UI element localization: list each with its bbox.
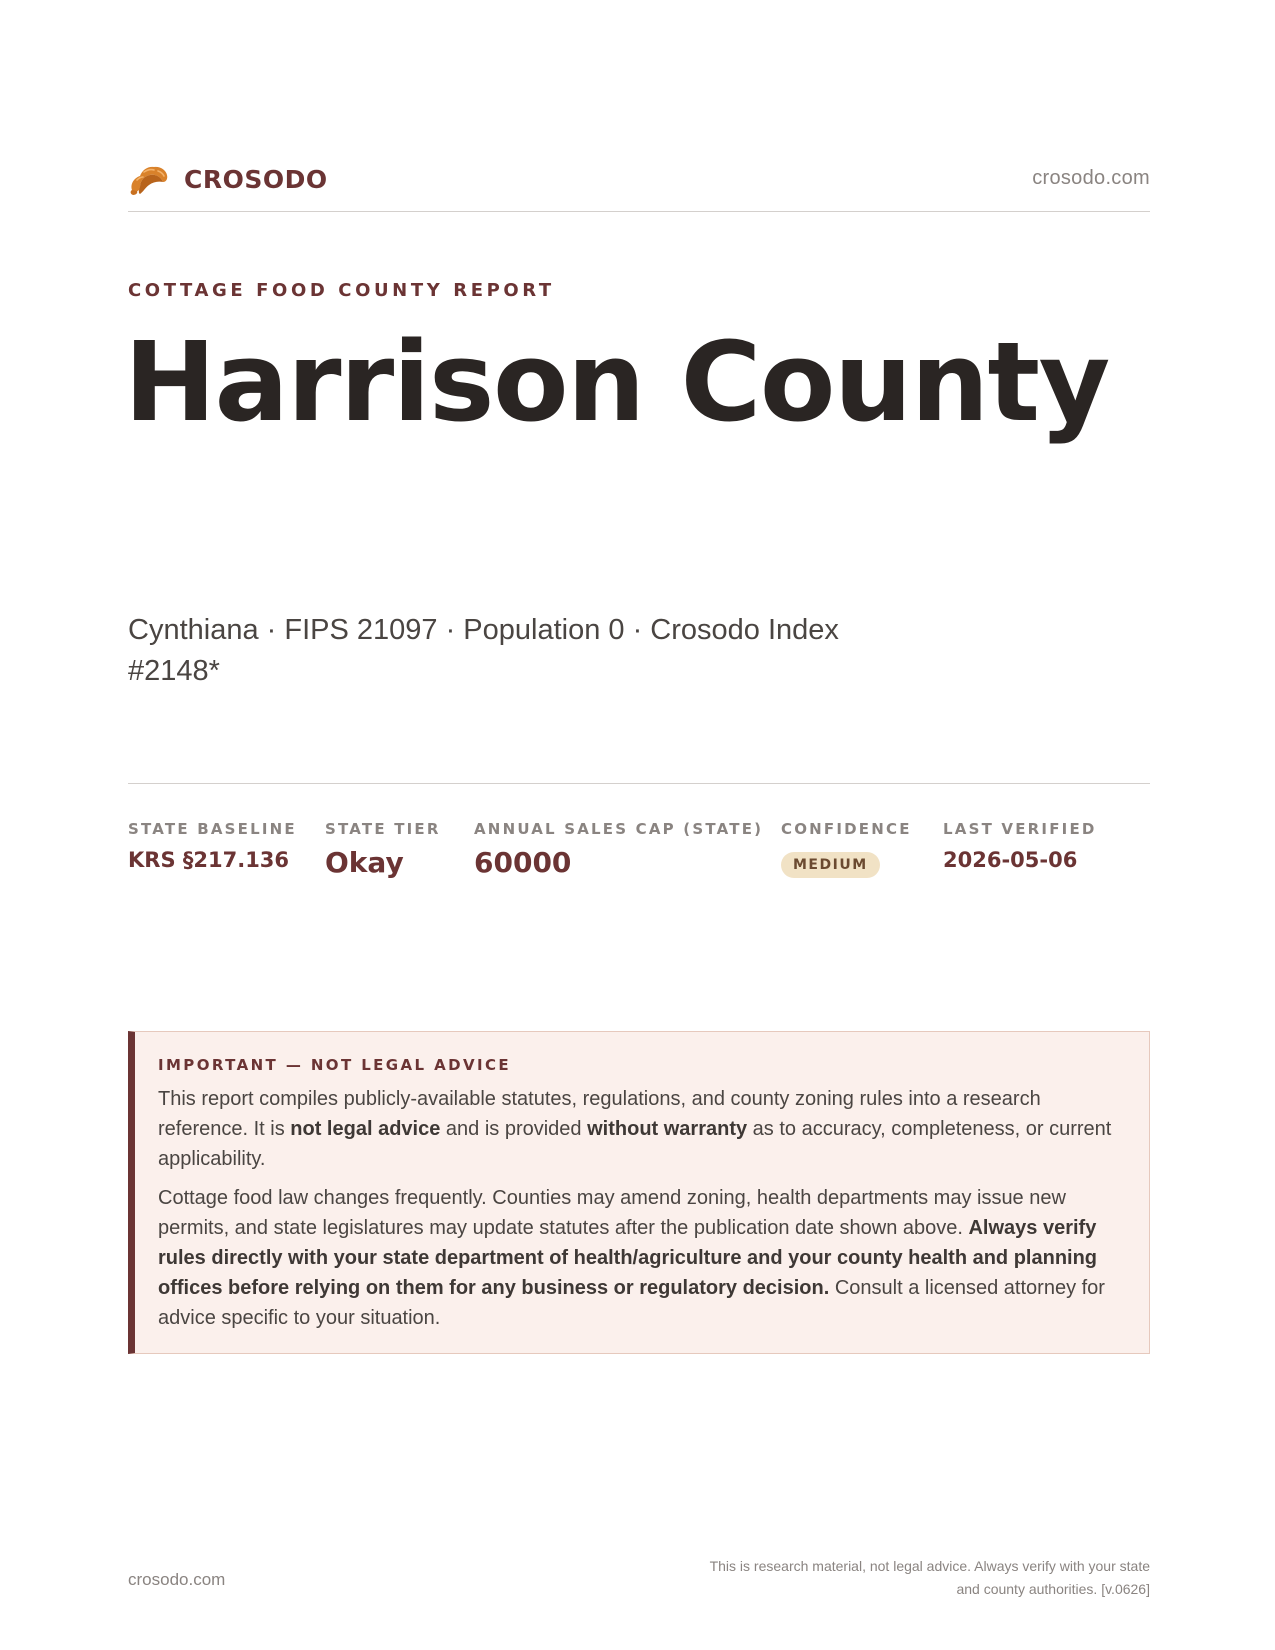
stat-value: 2026-05-06 (943, 848, 1078, 872)
header-site-url[interactable]: crosodo.com (1032, 167, 1150, 189)
report-page (124, 0, 1150, 1650)
notice-paragraph-1 (158, 1084, 1123, 1174)
stat-label: ANNUAL SALES CAP (STATE) (474, 820, 764, 838)
croissant-icon (128, 160, 170, 198)
notice-emphasis: not legal advice (290, 1118, 441, 1140)
notice-text: Cottage food law changes frequently. Counties may amend zoning, health departments may issue new permits, and state legislatures may update statutes after the publication date shown above. (158, 1187, 1066, 1239)
stat-label: CONFIDENCE (781, 820, 912, 838)
stat-last-verified (943, 820, 1097, 872)
stat-state-baseline (128, 820, 297, 872)
notice-text: Consult a licensed attorney for advice specific to your situation. (158, 1277, 1105, 1329)
report-subtitle: Cynthiana · FIPS 21097 · Population 0 · Crosodo Index #2148* (128, 614, 839, 687)
confidence-badge: MEDIUM (781, 852, 880, 878)
stat-label: STATE BASELINE (128, 820, 297, 838)
stat-label: LAST VERIFIED (943, 820, 1097, 838)
notice-text: This report compiles publicly-available statutes, regulations, and county zoning rules into a research reference. It is (158, 1088, 1041, 1140)
footer-disclaimer-line: This is research material, not legal advice. Always verify with your state (709, 1558, 1150, 1574)
stat-state-tier (325, 820, 441, 879)
section-divider (128, 783, 1150, 784)
footer-disclaimer (630, 1555, 1150, 1601)
brand-name: CROSODO (184, 164, 328, 194)
notice-emphasis: without warranty (587, 1118, 748, 1140)
footer-disclaimer-line: and county authorities. [v.0626] (956, 1581, 1150, 1597)
legal-notice-box (128, 1031, 1150, 1354)
notice-paragraph-2 (158, 1183, 1123, 1333)
footer-site-url[interactable]: crosodo.com (128, 1570, 226, 1589)
brand (128, 160, 328, 198)
stat-value: KRS §217.136 (128, 848, 290, 872)
notice-heading: IMPORTANT — NOT LEGAL ADVICE (158, 1056, 512, 1074)
stat-value: Okay (325, 846, 404, 879)
stat-label: STATE TIER (325, 820, 441, 838)
report-eyebrow: COTTAGE FOOD COUNTY REPORT (128, 280, 555, 301)
stat-confidence (781, 820, 912, 878)
notice-emphasis: Always verify rules directly with your state department of health/agriculture and your county health and planning offices before relying on them for any business or regulatory decision. (158, 1217, 1098, 1299)
stat-value: 60000 (474, 846, 572, 879)
page-header (128, 156, 1150, 212)
page-title: Harrison County (124, 318, 1109, 446)
notice-text: as to accuracy, completeness, or current applicability. (158, 1118, 1112, 1170)
stat-sales-cap (474, 820, 763, 879)
notice-text: and is provided (440, 1118, 588, 1140)
